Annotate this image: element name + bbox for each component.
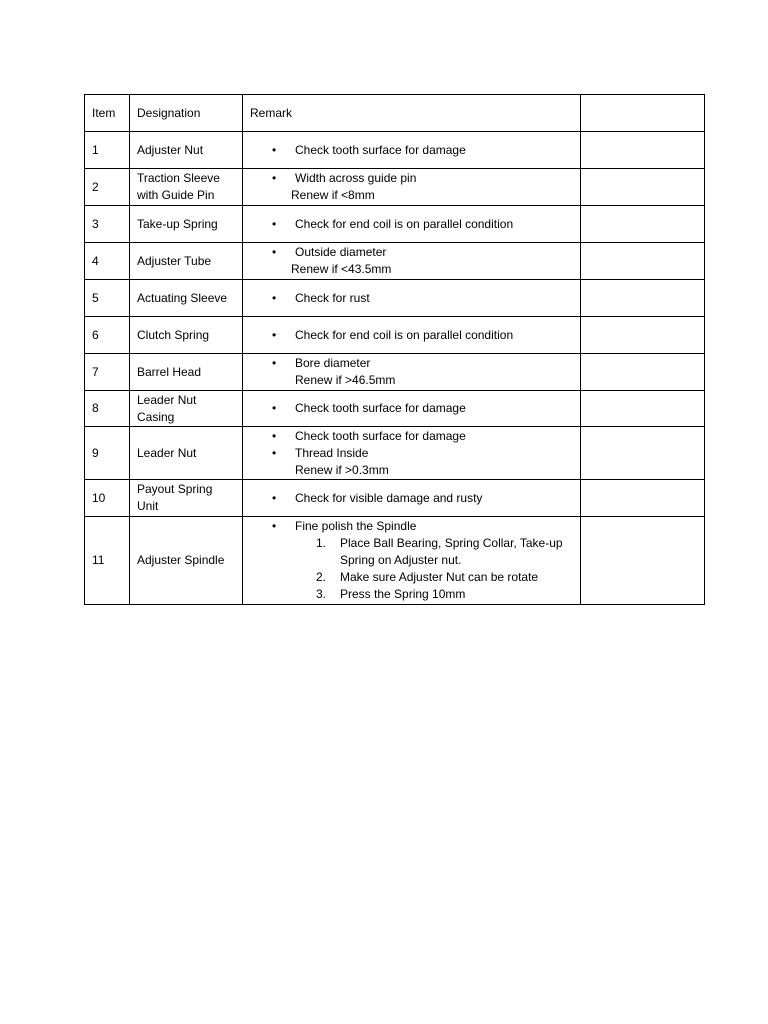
remark-bullet: • Check for rust <box>250 290 573 307</box>
item-number: 5 <box>85 280 130 317</box>
step-number: 2. <box>316 570 327 584</box>
remark <box>243 317 581 354</box>
table-row <box>85 354 705 391</box>
blank-cell <box>581 132 705 169</box>
remark <box>243 480 581 517</box>
item-number: 8 <box>85 391 130 427</box>
step-text: Press the Spring 10mm <box>340 587 466 601</box>
table-row <box>85 317 705 354</box>
step-item <box>250 586 573 603</box>
remark-bullet: • Fine polish the Spindle <box>250 518 573 535</box>
remark-bullet: • Check for end coil is on parallel condition <box>250 216 573 233</box>
item-number: 10 <box>85 480 130 517</box>
designation: Payout Spring Unit <box>130 480 243 517</box>
remark-bullet: • Outside diameter <box>250 244 573 261</box>
remark-bullet: • Thread Inside <box>250 445 573 462</box>
blank-cell <box>581 354 705 391</box>
item-number: 11 <box>85 517 130 605</box>
table-row <box>85 427 705 480</box>
step-item <box>250 535 573 552</box>
blank-cell <box>581 206 705 243</box>
remark <box>243 206 581 243</box>
remark-bullet: • Check tooth surface for damage <box>250 400 573 417</box>
item-number: 6 <box>85 317 130 354</box>
table-row <box>85 391 705 427</box>
item-number: 3 <box>85 206 130 243</box>
designation: Adjuster Spindle <box>130 517 243 605</box>
table-row <box>85 132 705 169</box>
remark <box>243 517 581 605</box>
renew-note: Renew if <43.5mm <box>291 262 392 276</box>
designation: Traction Sleeve with Guide Pin <box>130 169 243 206</box>
table-row <box>85 517 705 605</box>
item-number: 7 <box>85 354 130 391</box>
designation: Adjuster Nut <box>130 132 243 169</box>
header-designation: Designation <box>130 95 243 132</box>
item-number: 9 <box>85 427 130 480</box>
step-continuation: Spring on Adjuster nut. <box>340 553 462 567</box>
inspection-table <box>84 94 705 605</box>
designation: Adjuster Tube <box>130 243 243 280</box>
table-row <box>85 280 705 317</box>
remark <box>243 354 581 391</box>
remark <box>243 243 581 280</box>
step-number: 3. <box>316 587 327 601</box>
item-number: 4 <box>85 243 130 280</box>
remark-bullet: • Check for end coil is on parallel condition <box>250 327 573 344</box>
blank-cell <box>581 480 705 517</box>
remark-bullet: • Width across guide pin <box>250 170 573 187</box>
header-item: Item <box>85 95 130 132</box>
blank-cell <box>581 427 705 480</box>
remark-bullet: • Bore diameter <box>250 355 573 372</box>
remark <box>243 280 581 317</box>
header-row <box>85 95 705 132</box>
designation: Actuating Sleeve <box>130 280 243 317</box>
table-row <box>85 480 705 517</box>
step-text: Make sure Adjuster Nut can be rotate <box>340 570 539 584</box>
blank-cell <box>581 169 705 206</box>
step-number: 1. <box>316 536 327 550</box>
designation: Leader Nut <box>130 427 243 480</box>
step-text: Place Ball Bearing, Spring Collar, Take-up <box>340 536 563 550</box>
remark <box>243 391 581 427</box>
renew-note: Renew if >46.5mm <box>295 373 396 387</box>
blank-cell <box>581 391 705 427</box>
blank-cell <box>581 243 705 280</box>
remark <box>243 169 581 206</box>
table-row <box>85 243 705 280</box>
renew-note: Renew if >0.3mm <box>295 462 389 477</box>
remark-bullet: • Check for visible damage and rusty <box>250 490 573 507</box>
renew-note: Renew if <8mm <box>291 188 375 202</box>
designation: Take-up Spring <box>130 206 243 243</box>
remark-bullet: • Check tooth surface for damage <box>250 142 573 159</box>
item-number: 1 <box>85 132 130 169</box>
step-item <box>250 569 573 586</box>
designation: Barrel Head <box>130 354 243 391</box>
header-blank <box>581 95 705 132</box>
blank-cell <box>581 280 705 317</box>
designation: Leader Nut Casing <box>130 391 243 427</box>
item-number: 2 <box>85 169 130 206</box>
blank-cell <box>581 317 705 354</box>
table-row <box>85 169 705 206</box>
remark <box>243 427 581 480</box>
designation: Clutch Spring <box>130 317 243 354</box>
remark-bullet: • Check tooth surface for damage <box>250 428 573 445</box>
blank-cell <box>581 517 705 605</box>
header-remark: Remark <box>243 95 581 132</box>
remark <box>243 132 581 169</box>
table-row <box>85 206 705 243</box>
